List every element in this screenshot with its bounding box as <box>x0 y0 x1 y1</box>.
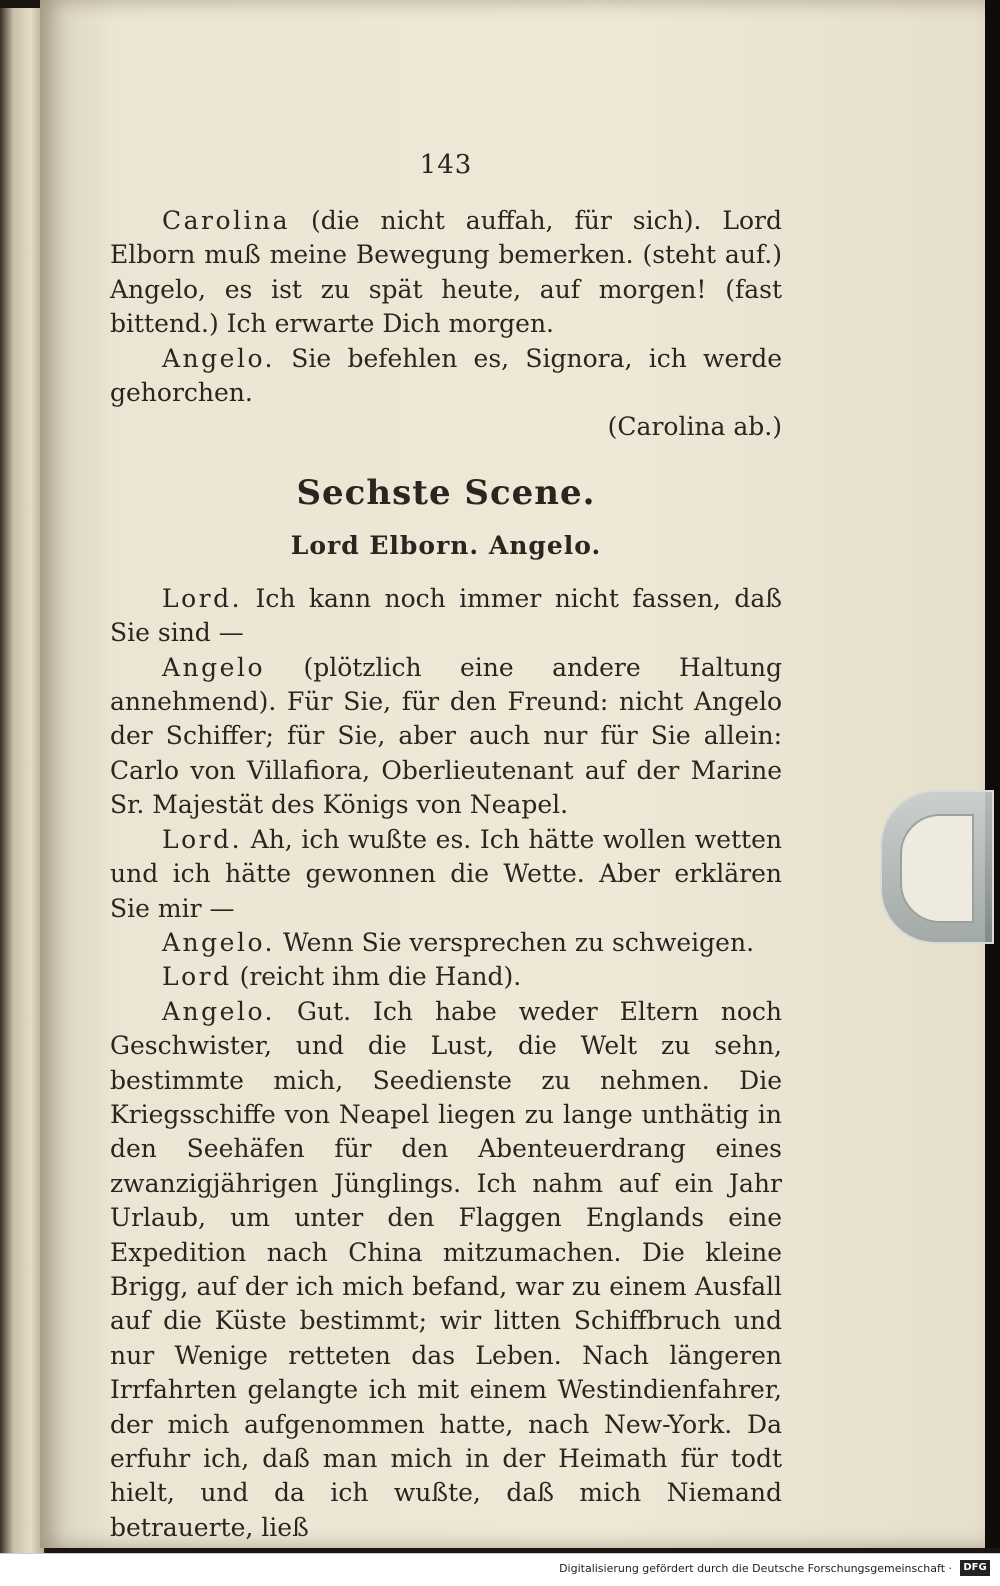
speaker-name: Lord. <box>162 583 243 613</box>
speaker-name: Lord <box>162 962 232 992</box>
dialogue-line <box>110 960 782 994</box>
paragraph-text: (die nicht auffah, für sich). Lord Elborn muß meine Bewegung bemerken. (steht auf.) Angelo, es ist zu spät heute, auf morgen! (fast bittend.) Ich erwarte Dich morgen. <box>110 206 782 339</box>
speaker-name: Carolina <box>162 206 291 235</box>
page-number: 143 <box>419 150 473 180</box>
speaker-name: Lord. <box>162 824 243 854</box>
footer-bar <box>0 1553 1000 1586</box>
speaker-name: Angelo. <box>162 343 276 373</box>
dialogue-text: Ah, ich wußte es. Ich hätte wollen wetten und ich hätte gewonnen die Wette. Aber erklären Sie mir — <box>110 824 782 923</box>
page-clip-inner <box>900 814 974 923</box>
dialogue-text: (plötzlich eine andere Haltung annehmend). Für Sie, für den Freund: nicht Angelo der Schiffer; für Sie, aber auch nur für Sie allein: Carlo von Villafiora, Oberlieutenant auf der Marine Sr. Majestät des Königs von Neapel. <box>110 652 782 820</box>
page-edge-shadow <box>985 0 1000 1548</box>
dialogue-line <box>110 651 782 823</box>
paragraph-angelo <box>110 342 782 411</box>
dialogue-text: Gut. Ich habe weder Eltern noch Geschwister, und die Lust, die Welt zu sehn, bestimmte mich, Seedienste zu nehmen. Die Kriegsschiffe von Neapel liegen zu lange unthätig in den Seehäfen für den Abenteuerdrang eines zwanzigjährigen Jünglings. Ich nahm auf ein Jahr Urlaub, um unter den Flaggen Englands eine Expedition nach China mitzumachen. Die kleine Brigg, auf der ich mich befand, war zu einem Ausfall auf die Küste bestimmt; wir litten Schiffbruch und nur Wenige retteten das Leben. Nach längeren Irrfahrten gelangte ich mit einem Westindienfahrer, der mich aufgenommen hatte, nach New-York. Da erfuhr ich, daß man mich in der Heimath für todt hielt, und da ich wußte, daß mich Niemand betrauerte, ließ <box>110 996 782 1542</box>
dialogue-line <box>110 582 782 651</box>
paragraph-text: Sie befehlen es, Signora, ich werde gehorchen. <box>110 343 782 408</box>
paragraph-carolina <box>110 204 782 342</box>
dialogue-line <box>110 823 782 926</box>
page-clip <box>880 790 994 944</box>
scene-title: Sechste Scene. <box>296 472 596 513</box>
speaker-name: Angelo <box>162 652 266 682</box>
speaker-name: Angelo. <box>162 927 276 957</box>
dfg-logo: DFG <box>960 1560 990 1576</box>
dialogue-line <box>110 926 782 960</box>
page-content <box>110 150 782 1545</box>
dialogue-text: Ich kann noch immer nicht fassen, daß Sie sind — <box>110 583 782 648</box>
speaker-name: Angelo. <box>162 996 276 1026</box>
dialogue-line <box>110 995 782 1546</box>
dialogue-text: (reicht ihm die Hand). <box>239 962 522 992</box>
scene-persons: Lord Elborn. Angelo. <box>290 530 602 560</box>
footer-credit: Digitalisierung gefördert durch die Deutsche Forschungsgemeinschaft · <box>559 1562 952 1575</box>
stage-direction: (Carolina ab.) <box>607 412 782 442</box>
dialogue-text: Wenn Sie versprechen zu schweigen. <box>282 927 755 957</box>
